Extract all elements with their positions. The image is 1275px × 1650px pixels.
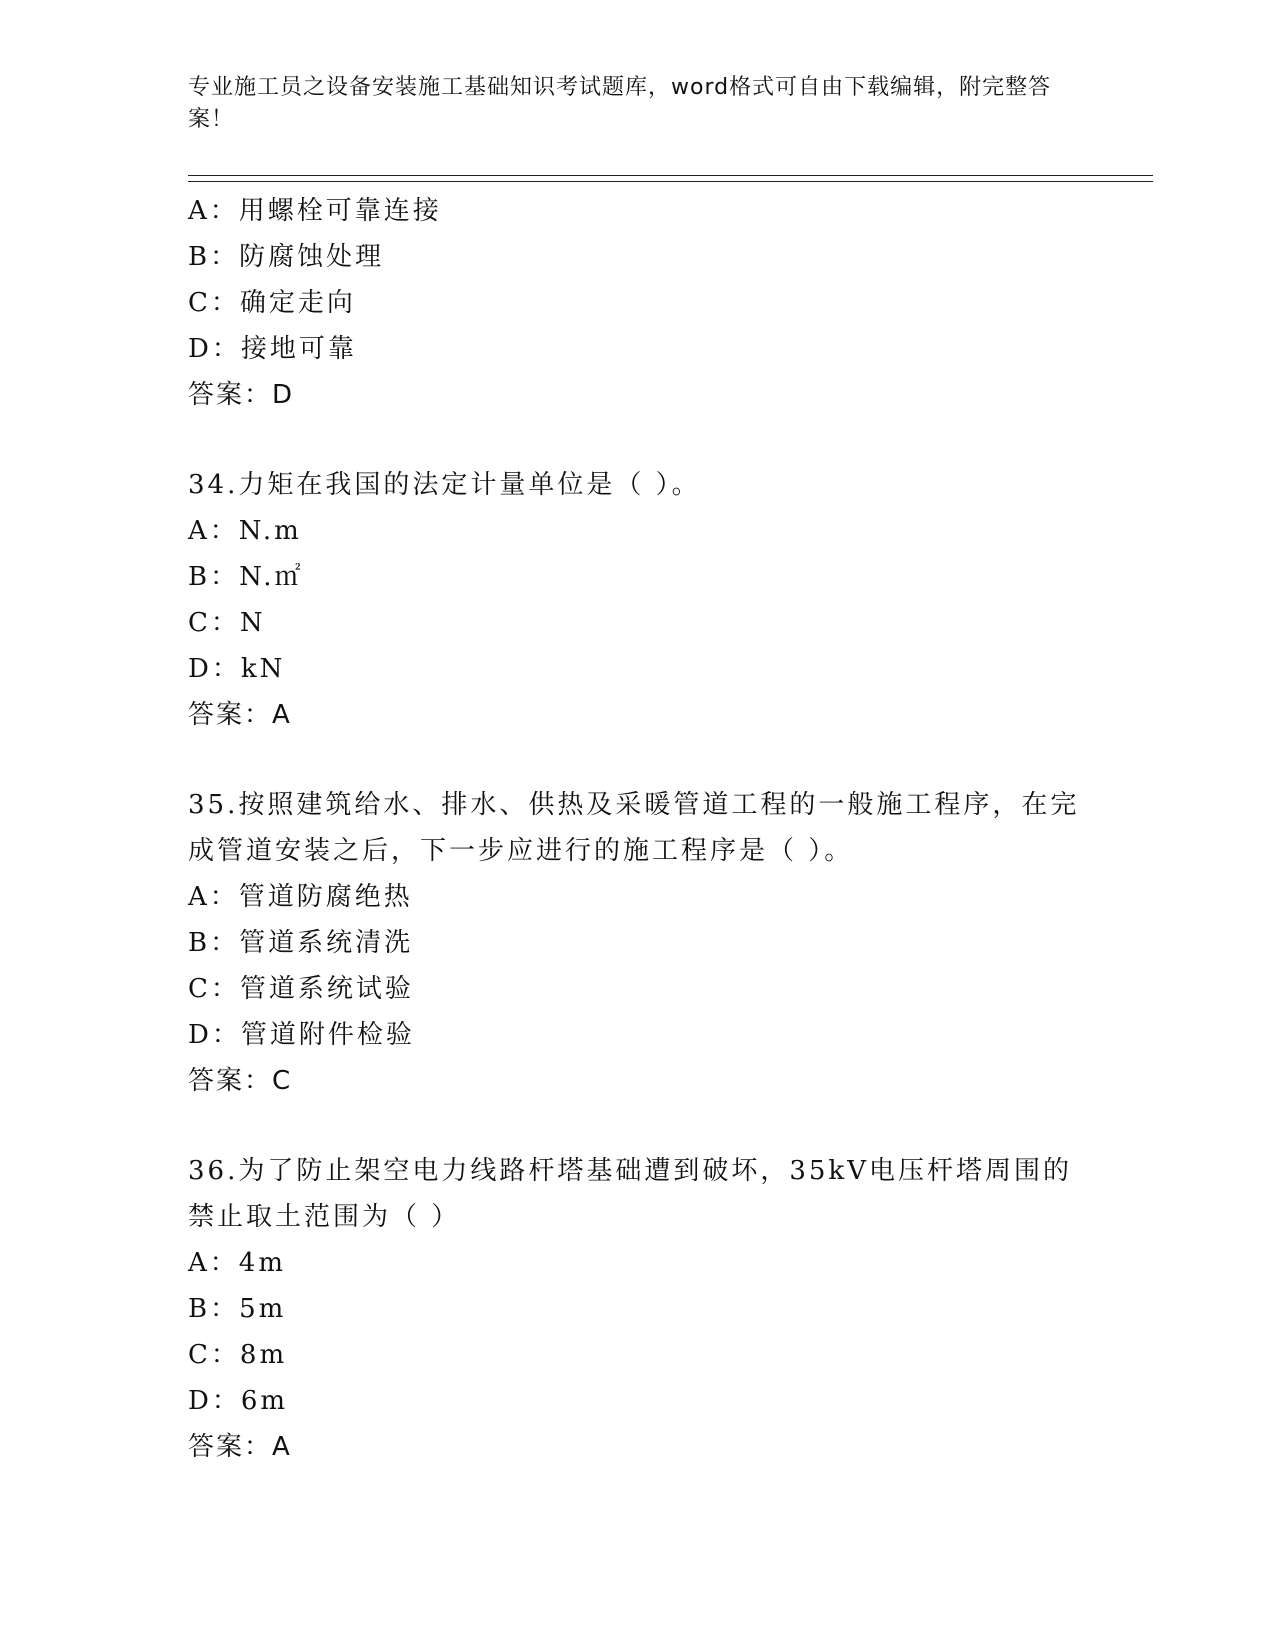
answer-label: 答案： xyxy=(188,380,273,410)
question-33 xyxy=(188,188,1088,418)
option-a xyxy=(188,508,1088,554)
header-divider-top xyxy=(188,175,1153,176)
option-key: D： xyxy=(188,1020,241,1050)
option-key: B： xyxy=(188,928,240,958)
answer-value: C xyxy=(272,1066,293,1096)
option-key: B： xyxy=(188,242,240,272)
question-stem: 36.为了防止架空电力线路杆塔基础遭到破坏，35kV电压杆塔周围的禁止取土范围为（ ） xyxy=(188,1156,1072,1232)
answer-line xyxy=(188,1058,1088,1104)
option-key: C： xyxy=(188,1340,240,1370)
answer-line xyxy=(188,372,1088,418)
option-text: 确定走向 xyxy=(239,288,356,318)
question-36 xyxy=(188,1148,1088,1470)
document-header: 专业施工员之设备安装施工基础知识考试题库，word格式可自由下载编辑，附完整答案！ xyxy=(188,75,1052,132)
question-35 xyxy=(188,782,1088,1104)
answer-value: A xyxy=(272,1432,292,1462)
option-key: B： xyxy=(188,1294,240,1324)
header-divider-bottom xyxy=(188,181,1153,182)
option-c xyxy=(188,966,1088,1012)
spacer xyxy=(188,418,1088,462)
answer-line xyxy=(188,692,1088,738)
question-stem: 35.按照建筑给水、排水、供热及采暖管道工程的一般施工程序，在完成管道安装之后，下一步应进行的施工程序是（ ）。 xyxy=(188,790,1080,866)
option-key: B： xyxy=(188,562,240,592)
option-c xyxy=(188,1332,1088,1378)
answer-value: A xyxy=(272,700,292,730)
option-text: 管道附件检验 xyxy=(240,1020,415,1050)
option-text: 4m xyxy=(238,1248,286,1278)
option-key: C： xyxy=(188,608,240,638)
option-text: N.m xyxy=(238,516,302,546)
option-b xyxy=(188,234,1088,280)
option-a xyxy=(188,1240,1088,1286)
option-d xyxy=(188,326,1088,372)
question-stem: 34.力矩在我国的法定计量单位是（ ）。 xyxy=(188,470,701,500)
option-d xyxy=(188,1012,1088,1058)
option-text: 5m xyxy=(239,1294,287,1324)
answer-label: 答案： xyxy=(188,700,273,730)
option-key: C： xyxy=(188,288,240,318)
option-b xyxy=(188,1286,1088,1332)
option-text: 6m xyxy=(240,1386,289,1416)
option-key: A： xyxy=(188,196,239,226)
answer-label: 答案： xyxy=(188,1432,273,1462)
option-text: 接地可靠 xyxy=(240,334,357,364)
option-text: N.㎡ xyxy=(239,562,304,592)
question-34 xyxy=(188,462,1088,738)
spacer xyxy=(188,1104,1088,1148)
option-text: 用螺栓可靠连接 xyxy=(238,196,442,226)
option-text: 管道系统试验 xyxy=(239,974,414,1004)
option-a xyxy=(188,874,1088,920)
option-key: A： xyxy=(188,882,239,912)
option-key: A： xyxy=(188,516,239,546)
option-text: 管道防腐绝热 xyxy=(238,882,413,912)
answer-value: D xyxy=(272,380,295,410)
option-key: D： xyxy=(188,1386,241,1416)
answer-line xyxy=(188,1424,1088,1470)
option-text: 防腐蚀处理 xyxy=(239,242,385,272)
option-c xyxy=(188,280,1088,326)
option-b xyxy=(188,920,1088,966)
option-text: 8m xyxy=(239,1340,288,1370)
spacer xyxy=(188,738,1088,782)
option-b xyxy=(188,554,1088,600)
answer-label: 答案： xyxy=(188,1066,273,1096)
option-text: kN xyxy=(240,654,286,684)
option-a xyxy=(188,188,1088,234)
option-text: N xyxy=(239,608,266,638)
question-list xyxy=(188,188,1088,1470)
option-key: D： xyxy=(188,334,241,364)
option-d xyxy=(188,646,1088,692)
option-c xyxy=(188,600,1088,646)
option-key: A： xyxy=(188,1248,239,1278)
option-d xyxy=(188,1378,1088,1424)
option-text: 管道系统清洗 xyxy=(239,928,414,958)
option-key: D： xyxy=(188,654,241,684)
option-key: C： xyxy=(188,974,240,1004)
